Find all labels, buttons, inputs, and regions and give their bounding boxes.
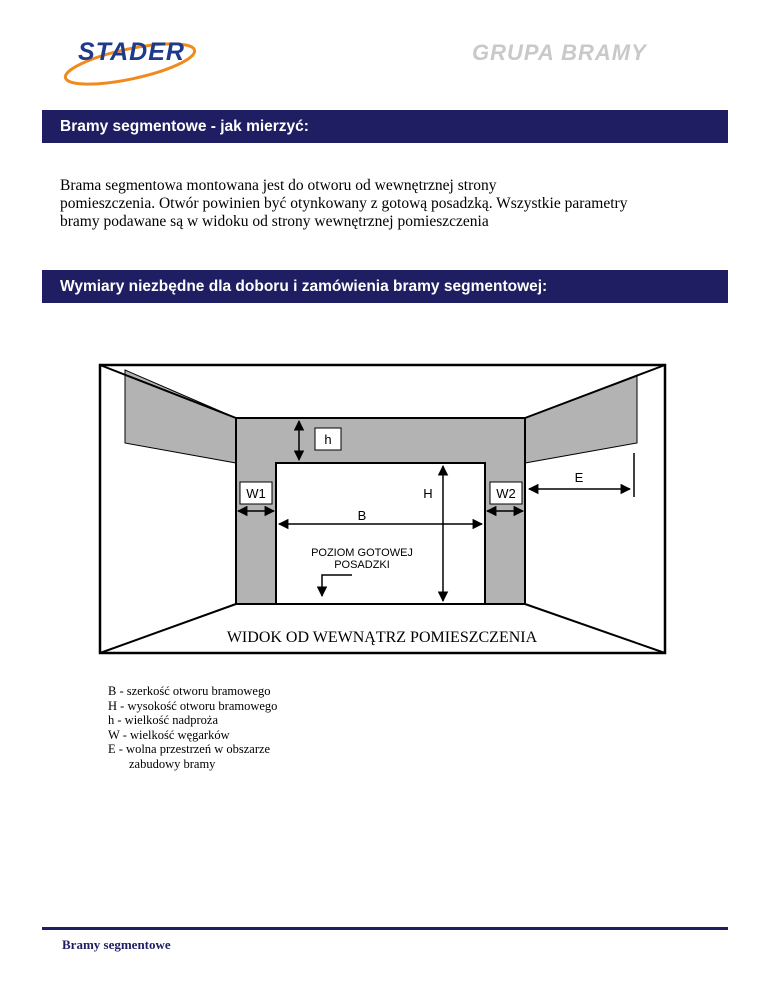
label-H: H (423, 486, 433, 501)
section-title-dimensions: Wymiary niezbędne dla doboru i zamówienia bramy segmentowej: (42, 270, 728, 303)
footer-divider (42, 927, 728, 930)
floor-level-pointer (322, 575, 352, 596)
logo-text: STADER (78, 38, 185, 66)
legend-item: W - wielkość węgarków (108, 727, 230, 742)
floor-level-label-2: POSADZKI (334, 559, 390, 571)
perspective-line (100, 604, 236, 653)
intro-line: pomieszczenia. Otwór powinien być otynkowany z gotową posadzką. Wszystkie parametry (60, 195, 628, 212)
label-h: h (324, 432, 332, 447)
label-W1: W1 (246, 486, 266, 501)
footer-text: Bramy segmentowe (62, 937, 171, 952)
legend-item: B - szerkość otworu bramowego (108, 684, 271, 698)
label-W2: W2 (496, 486, 516, 501)
intro-line: Brama segmentowa montowana jest do otworu od wewnętrznej strony (60, 177, 497, 194)
floor-level-label-1: POZIOM GOTOWEJ (311, 547, 413, 559)
legend-item: zabudowy bramy (129, 756, 216, 771)
intro-line: bramy podawane są w widoku od strony wewnętrznej pomieszczenia (60, 213, 489, 230)
back-wall (236, 418, 525, 604)
legend-item: h - wielkość nadproża (108, 713, 219, 728)
group-name: GRUPA BRAMY (472, 40, 647, 65)
diagram-caption: WIDOK OD WEWNĄTRZ POMIESZCZENIA (226, 629, 538, 646)
legend (108, 684, 277, 772)
section-title-measure: Bramy segmentowe - jak mierzyć: (42, 110, 728, 143)
legend-item: H - wysokość otworu bramowego (108, 698, 278, 713)
perspective-line (525, 604, 665, 653)
right-wall-shade (525, 376, 637, 463)
legend-item: E - wolna przestrzeń w obszarze (108, 742, 271, 757)
label-E: E (574, 470, 584, 485)
label-B: B (357, 508, 367, 523)
left-wall-shade (125, 370, 236, 463)
